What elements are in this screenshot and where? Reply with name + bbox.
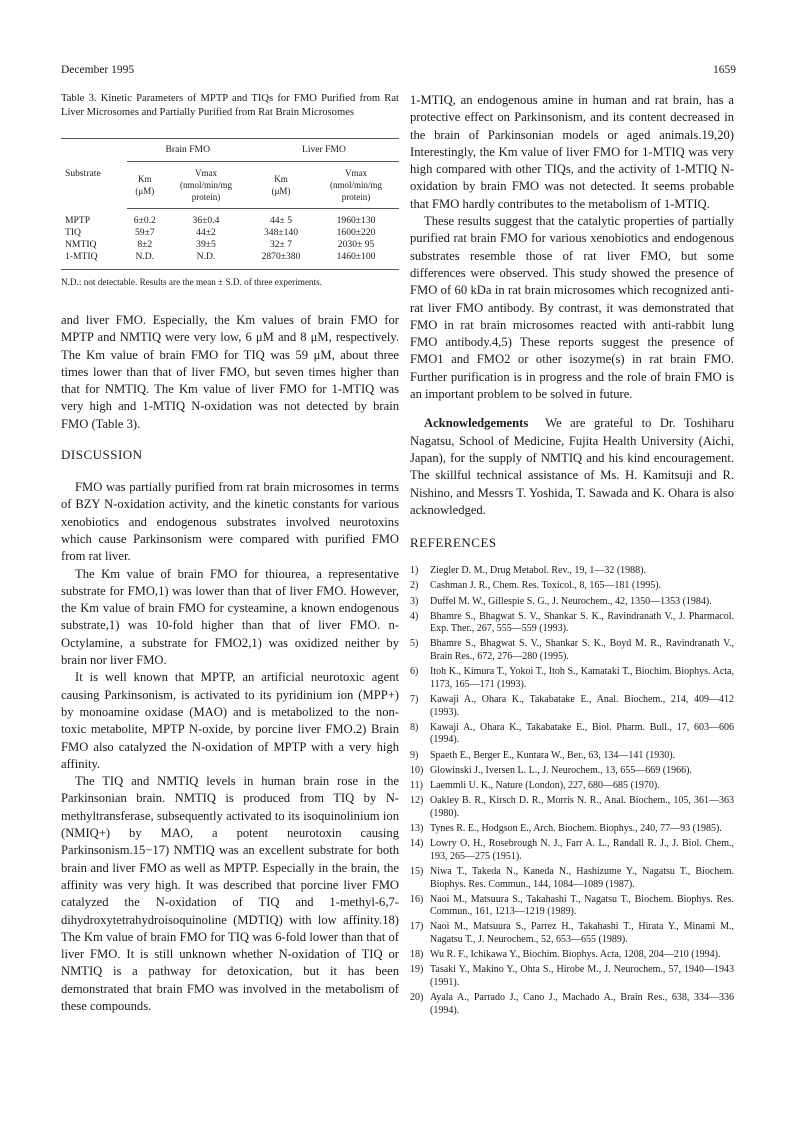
liver-km-header: Km (μM) xyxy=(249,162,313,209)
acknowledgements-heading: Acknowledgements xyxy=(424,416,529,431)
reference-item: 1) Ziegler D. M., Drug Metabol. Rev., 19, 1—32 (1988). xyxy=(410,565,646,577)
reference-item: 12) Oakley B. R., Kirsch D. R., Morris N. R., Anal. Biochem., 105, 361—363 (1980). xyxy=(410,795,734,819)
reference-item: 20) Ayala A., Parrado J., Cano J., Machado A., Brain Res., 638, 334—336 (1994). xyxy=(410,992,734,1016)
kinetics-table xyxy=(61,138,399,270)
reference-item: 16) Naoi M., Matsuura S., Takahashi T., Nagatsu T., Biochem. Biophys. Res. Commun., 161, 1213—1219 (1989). xyxy=(410,893,734,918)
table-row: TIQ 59±7 44±2 348±140 1600±220 xyxy=(65,227,376,238)
discussion-paragraph: The TIQ and NMTIQ levels in human brain rose in the Parkinsonian brain. NMTIQ is produced from TIQ by N-methyltransferase, subsequently activated to its isoquinolinium ion (NMIQ+) by MAO, a potent neurotoxin causing Parkinsonism.15−17) NMTIQ was an excellent substrate for both brain and liver FMO as well as MPTP. Especially in the brain, the affinity was very high. It was described that porcine liver FMO catalyzed the N-oxidation of TIQ and 1-methyl-6,7-dihydroxytetrahydroisoquinoline (MDTIQ) with low affinity.18) The Km value of brain FMO for TIQ was 6-fold lower than that of liver FMO. It is still unknown whether N-oxidation of TIQ or NMTIQ is a pathway for detoxication, but it has been demonstrated that brain FMO was involved in the metabolism of these compounds. xyxy=(61,774,399,1013)
reference-item: 10) Glowinski J., Iversen L. L., J. Neurochem., 13, 655—669 (1966). xyxy=(410,764,692,776)
reference-item: 8) Kawaji A., Ohara K., Takabatake E., Biol. Pharm. Bull., 17, 603—606 (1994). xyxy=(410,721,734,746)
reference-item: 13) Tynes R. E., Hodgson E., Arch. Biochem. Biophys., 240, 77—93 (1985). xyxy=(410,822,722,834)
reference-item: 4) Bhamre S., Bhagwat S. V., Shankar S. K., Ravindranath V., J. Pharmacol. Exp. Ther., 267, 555—559 (1993). xyxy=(410,610,734,635)
reference-item: 14) Lowry O. H., Rosebrough N. J., Farr A. L., Randall R. J., J. Biol. Chem., 193, 265—275 (1951). xyxy=(410,838,734,862)
left-column xyxy=(61,92,399,1015)
discussion-paragraph: The Km value of brain FMO for thiourea, a representative substrate for FMO,1) was lower than that of liver FMO. However, the Km value of brain FMO for cysteamine, a known endogenous substrate,1) was 10-fold higher than that of liver FMO. n-Octylamine, a substrate for FMO2,1) was oxidized neither by brain nor liver FMO. xyxy=(61,566,399,668)
page-number: 1659 xyxy=(713,64,736,76)
acknowledgements xyxy=(410,415,734,519)
reference-item: 9) Spaeth E., Berger E., Kuntara W., Ber., 63, 134—141 (1930). xyxy=(410,749,676,761)
discussion-paragraph: It is well known that MPTP, an artificial neurotoxic agent causing Parkinsonism, is activated to its pyridinium ion (MPP+) by monoamine oxidase (MAO) and is metabolized to the non-toxic metabolite, MPTP N-oxide, by porcine liver FMO.2) Brain FMO also catalyzed the N-oxidation of MPTP with a very high affinity. xyxy=(61,670,399,771)
table-footnote: N.D.: not detectable. Results are the mean ± S.D. of three experiments. xyxy=(61,277,322,287)
substrate-header: Substrate xyxy=(61,139,127,209)
reference-item: 2) Cashman J. R., Chem. Res. Toxicol., 8, 165—181 (1995). xyxy=(410,580,662,592)
reference-list xyxy=(410,565,734,1017)
reference-item: 7) Kawaji A., Ohara K., Takabatake E., Anal. Biochem., 214, 409—412 (1993). xyxy=(410,694,734,718)
references-heading: REFERENCES xyxy=(410,535,497,551)
table-row: 1-MTIQ N.D. N.D. 2870±380 1460±100 xyxy=(61,251,399,270)
body-paragraph: These results suggest that the catalytic properties of partially purified rat brain FMO for various xenobiotics and endogenous substrates resemble those of rat liver FMO, but some differences were observed. This study showed the presence of FMO of 60 kDa in rat brain microsomes which recognized anti-rat liver FMO antibody. By contrast, it was demonstrated that FMO in rat brain microsomes reacted with anti-rabbit lung FMO antibody.4,5) These reports suggest the presence of FMO1 and FMO2 or other isozyme(s) in rat brain FMO. Further purification is in progress and the role of brain FMO is an important problem to be solved in future. xyxy=(410,214,734,402)
table-row: MPTP 6±0.2 36±0.4 44± 5 1960±130 xyxy=(65,214,376,226)
right-column xyxy=(410,92,734,1020)
reference-item: 18) Wu R. F., Ichikawa Y., Biochim. Biophys. Acta, 1208, 204—210 (1994). xyxy=(410,949,721,961)
running-header-date: December 1995 xyxy=(61,64,135,76)
table-row: NMTIQ 8±2 39±5 32± 7 2030± 95 xyxy=(65,239,375,250)
discussion-heading: DISCUSSION xyxy=(61,447,143,463)
reference-item: 19) Tasaki Y., Makino Y., Ohta S., Hirobe M., J. Neurochem., 57, 1940—1943 (1991). xyxy=(410,964,734,989)
reference-item: 11) Laemmli U. K., Nature (London), 227, 680—685 (1970). xyxy=(410,779,660,791)
reference-item: 15) Niwa T., Takeda N., Kaneda N., Hashizume Y., Nagatsu T., Biochem. Biophys. Res. Commun., 144, 1084—1089 (1987). xyxy=(410,865,734,890)
brain-vmax-header: Vmax (nmol/min/mg protein) xyxy=(163,162,249,209)
discussion-paragraph: FMO was partially purified from rat brain microsomes in terms of BZY N-oxidation activity, and the kinetic constants for various xenobiotics and endogenous substrates involved neurotoxins which cause Parkinsonism were compared with purified FMO from rat liver. xyxy=(61,480,399,564)
reference-item: 3) Duffel M. W., Gillespie S. G., J. Neurochem., 42, 1350—1353 (1984). xyxy=(410,595,712,607)
reference-item: 6) Itoh K., Kimura T., Yokoi T., Itoh S., Kamataki T., Biochim. Biophys. Acta, 1173, 165—171 (1993). xyxy=(410,666,734,690)
body-paragraph: 1-MTIQ, an endogenous amine in human and rat brain, has a protective effect on Parkinsonism, and its content decreased in the brain of Parkinsonian models or aged animals.19,20) Interestingly, the Km value of liver FMO for 1-MTIQ was very high compared with other TIQs, and the activity of 1-MTIQ N-oxidation by brain FMO was not detected. It seems probable that FMO hardly contributes to the metabolism of 1-MTIQ. xyxy=(410,93,734,211)
liver-fmo-header: Liver FMO xyxy=(249,139,399,162)
acknowledgements-text: We are grateful to Dr. Toshiharu Nagatsu, School of Medicine, Fujita Health University (Aichi, Japan), for the supply of NMTIQ and his kind encouragement. The skillful technical assistance of Ms. H. Kamitsuji and R. Nishino, and Messrs T. Yoshida, T. Sawada and K. Ohara is also acknowledged. xyxy=(410,416,734,517)
brain-fmo-header: Brain FMO xyxy=(127,139,249,162)
reference-item: 5) Bhamre S., Bhagwat S. V., Shankar S. K., Boyd M. R., Ravindranath V., Brain Res., 672, 276—280 (1995). xyxy=(410,638,734,663)
reference-item: 17) Naoi M., Matsuura S., Parrez H., Takahashi T., Hirata Y., Minami M., Nagatsu T., J. Neurochem., 52, 653—655 (1989). xyxy=(410,921,734,946)
results-paragraph: and liver FMO. Especially, the Km values of brain FMO for MPTP and NMTIQ were very low, 6 μM and 8 μM, respectively. The Km value of brain FMO for TIQ was 59 μM, about three times lower than that of liver FMO, but seven times higher than that for NMTIQ. The Km value of liver FMO for 1-MTIQ was very high and 1-MTIQ N-oxidation was not detected by brain FMO (Table 3). xyxy=(61,313,399,431)
table-caption: Table 3. Kinetic Parameters of MPTP and TIQs for FMO Purified from Rat Liver Microsomes and Partially Purified from Rat Brain Microsomes xyxy=(61,93,399,118)
liver-vmax-header: Vmax (nmol/min/mg protein) xyxy=(313,162,399,209)
brain-km-header: Km (μM) xyxy=(127,162,163,209)
